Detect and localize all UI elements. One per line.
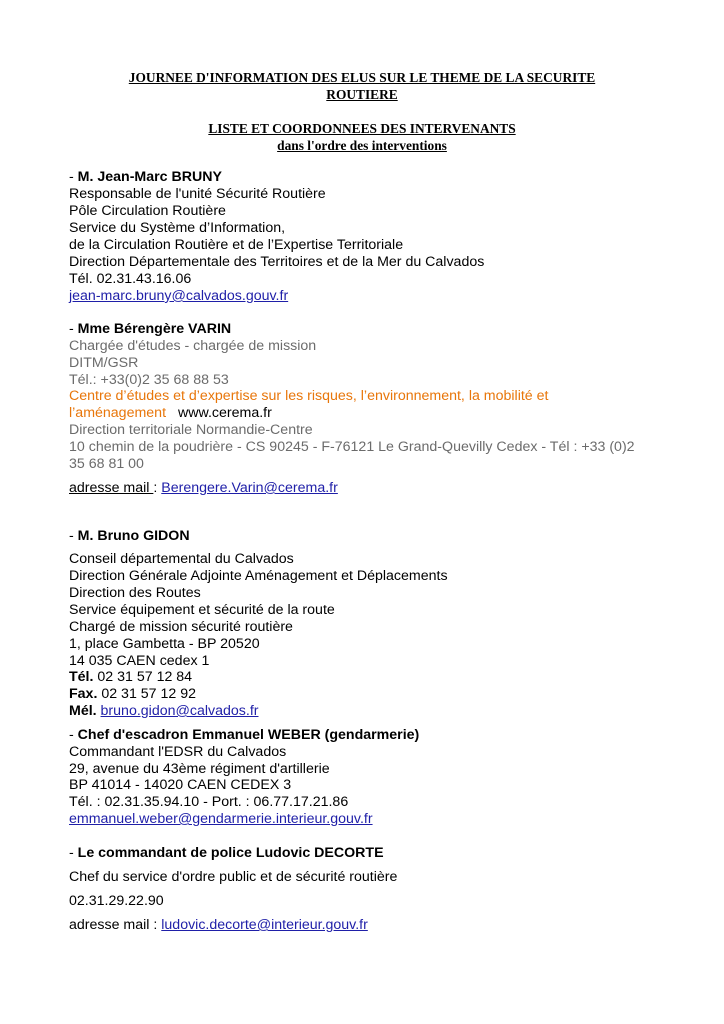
speaker-4-email-link[interactable]: emmanuel.weber@gendarmerie.interieur.gouv.fr bbox=[69, 811, 373, 827]
speaker-3-role: Chargé de mission sécurité routière bbox=[69, 619, 293, 635]
list-dash: - bbox=[69, 727, 78, 743]
speaker-2-email-sep: : bbox=[153, 480, 162, 496]
speaker-5-phone: 02.31.29.22.90 bbox=[69, 893, 164, 909]
speaker-3-email-link[interactable]: bruno.gidon@calvados.fr bbox=[100, 703, 259, 719]
document-title-line1: JOURNEE D'INFORMATION DES ELUS SUR LE THEME DE LA SECURITE bbox=[128, 70, 596, 85]
speaker-3-name: M. Bruno GIDON bbox=[77, 528, 190, 544]
speaker-2-address-cont: 35 68 81 00 bbox=[69, 456, 144, 472]
speaker-4-city: BP 41014 - 14020 CAEN CEDEX 3 bbox=[69, 777, 292, 793]
speaker-3-city: 14 035 CAEN cedex 1 bbox=[69, 653, 210, 669]
list-title: LISTE ET COORDONNEES DES INTERVENANTS bbox=[208, 121, 516, 136]
speaker-5-email-link[interactable]: ludovic.decorte@interieur.gouv.fr bbox=[161, 917, 368, 933]
speaker-1-service: Service du Système d’Information, bbox=[69, 220, 286, 236]
speaker-1-service-cont: de la Circulation Routière et de l’Expertise Territoriale bbox=[69, 237, 404, 253]
speaker-4-address: 29, avenue du 43ème régiment d'artillerie bbox=[69, 761, 330, 777]
speaker-3-phone-label: Tél. bbox=[69, 669, 94, 685]
speaker-3-direction: Direction Générale Adjointe Aménagement et Déplacements bbox=[69, 568, 448, 584]
speaker-2-email-label: adresse mail bbox=[69, 480, 154, 496]
speaker-1-pole: Pôle Circulation Routière bbox=[69, 203, 226, 219]
speaker-4-name: Chef d'escadron Emmanuel WEBER (gendarmerie) bbox=[77, 727, 420, 743]
speaker-3-fax-label: Fax. bbox=[69, 686, 98, 702]
speaker-1-phone: Tél. 02.31.43.16.06 bbox=[69, 271, 192, 287]
list-dash: - bbox=[69, 845, 78, 861]
speaker-3-fax: 02 31 57 12 92 bbox=[97, 686, 197, 702]
speaker-3-phone: 02 31 57 12 84 bbox=[93, 669, 193, 685]
speaker-5-role: Chef du service d'ordre public et de sécurité routière bbox=[69, 869, 398, 885]
speaker-1-direction: Direction Départementale des Territoires et de la Mer du Calvados bbox=[69, 254, 485, 270]
speaker-5-heading bbox=[69, 845, 384, 862]
speaker-2-unit: DITM/GSR bbox=[69, 355, 139, 371]
speaker-2-heading bbox=[69, 321, 231, 338]
list-dash: - bbox=[69, 169, 78, 185]
speaker-3-phone-row bbox=[69, 669, 192, 686]
speaker-3-email-label: Mél. bbox=[69, 703, 97, 719]
speaker-3-service: Service équipement et sécurité de la route bbox=[69, 602, 335, 618]
speaker-3-address: 1, place Gambetta - BP 20520 bbox=[69, 636, 260, 652]
speaker-3-roads: Direction des Routes bbox=[69, 585, 201, 601]
speaker-3-fax-row bbox=[69, 686, 196, 703]
document-title-line2: ROUTIERE bbox=[326, 87, 398, 102]
speaker-2-email-link[interactable]: Berengere.Varin@cerema.fr bbox=[161, 480, 338, 496]
speaker-2-name: Mme Bérengère VARIN bbox=[77, 321, 232, 337]
speaker-2-phone: Tél.: +33(0)2 35 68 88 53 bbox=[69, 372, 229, 388]
speaker-1-name: M. Jean-Marc BRUNY bbox=[77, 169, 222, 185]
speaker-1-role: Responsable de l'unité Sécurité Routière bbox=[69, 186, 326, 202]
speaker-1-email-link[interactable]: jean-marc.bruny@calvados.gouv.fr bbox=[69, 288, 289, 304]
speaker-4-heading bbox=[69, 727, 419, 744]
speaker-1-heading bbox=[69, 169, 222, 186]
speaker-2-address: 10 chemin de la poudrière - CS 90245 - F-76121 Le Grand-Quevilly Cedex - Tél : +33 (0)2 bbox=[69, 439, 635, 455]
speaker-2-email-row bbox=[69, 480, 338, 497]
speaker-2-role: Chargée d'études - chargée de mission bbox=[69, 338, 317, 354]
speaker-2-website: www.cerema.fr bbox=[178, 405, 272, 421]
list-dash: - bbox=[69, 321, 78, 337]
speaker-5-name: Le commandant de police Ludovic DECORTE bbox=[77, 845, 384, 861]
speaker-4-role: Commandant l'EDSR du Calvados bbox=[69, 744, 287, 760]
speaker-3-heading bbox=[69, 528, 190, 545]
speaker-3-council: Conseil départemental du Calvados bbox=[69, 551, 294, 567]
speaker-4-phone: Tél. : 02.31.35.94.10 - Port. : 06.77.17.21.86 bbox=[69, 794, 349, 810]
list-subtitle: dans l'ordre des interventions bbox=[277, 138, 447, 153]
speaker-2-organization-end: l’aménagement bbox=[69, 405, 167, 421]
speaker-2-organization-cont bbox=[69, 405, 272, 422]
speaker-2-direction: Direction territoriale Normandie-Centre bbox=[69, 422, 313, 438]
list-dash: - bbox=[69, 528, 78, 544]
speaker-2-organization: Centre d’études et d’expertise sur les risques, l’environnement, la mobilité et bbox=[69, 388, 549, 404]
speaker-3-email-row bbox=[69, 703, 259, 720]
speaker-5-email-label: adresse mail : bbox=[69, 917, 162, 933]
speaker-5-email-row bbox=[69, 917, 368, 934]
